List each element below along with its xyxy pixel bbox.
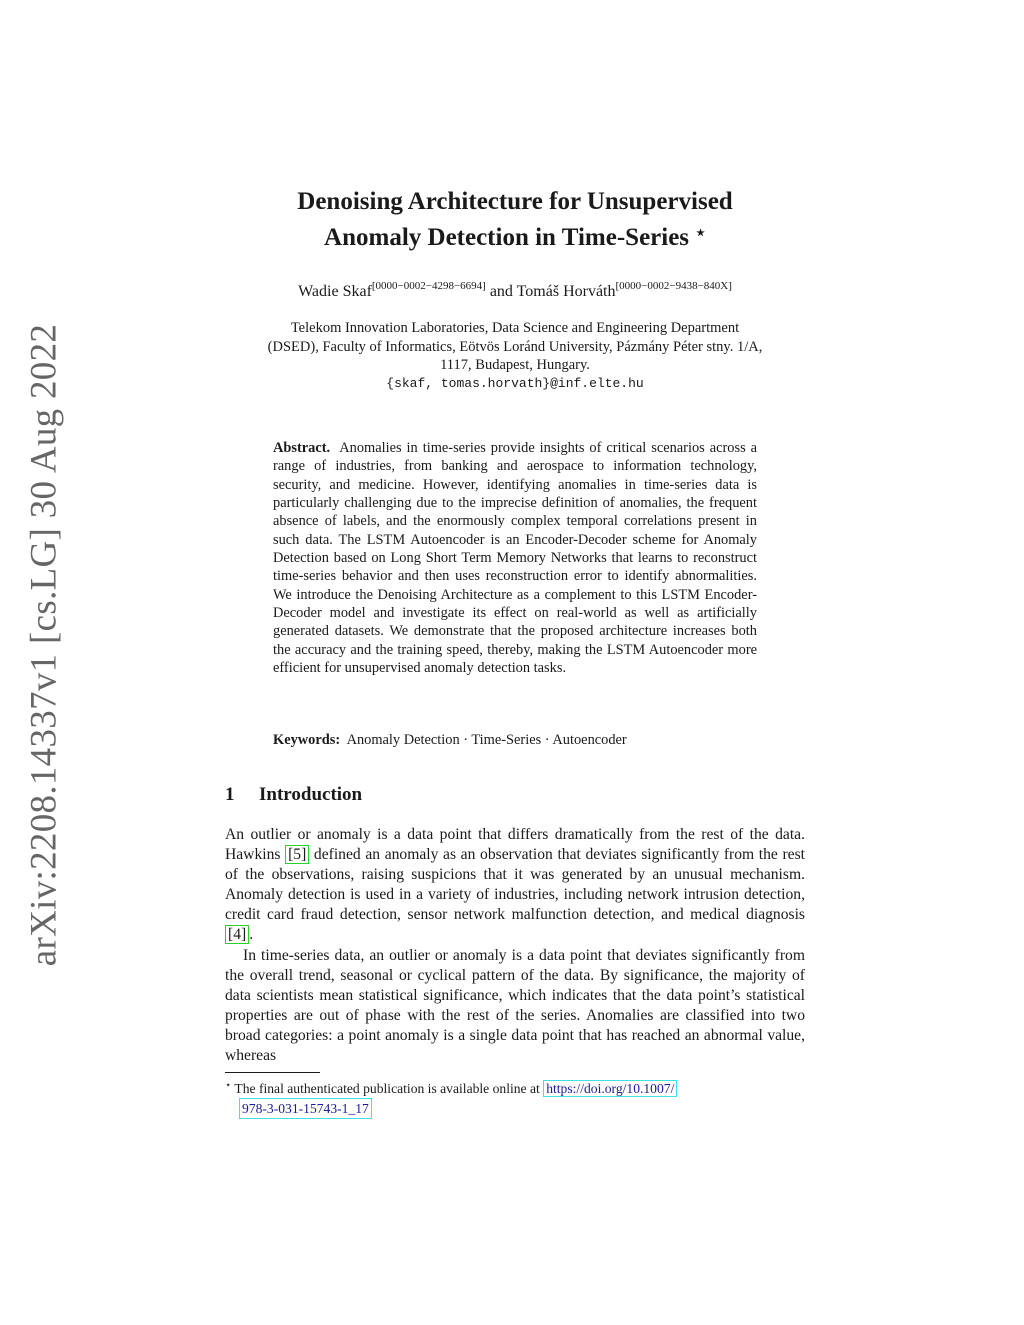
title-line-2 bbox=[225, 217, 805, 253]
citation-link[interactable]: [5] bbox=[285, 845, 309, 864]
keywords-text: Anomaly Detection · Time-Series · Autoencoder bbox=[346, 732, 627, 748]
arxiv-identifier-stamp bbox=[0, 0, 90, 1325]
footnote-mark: ⋆ bbox=[225, 1080, 232, 1091]
title-line-2-text: Anomaly Detection in Time-Series bbox=[324, 224, 690, 251]
orcid-id: [0000−0002−4298−6694] bbox=[371, 280, 486, 292]
abstract bbox=[273, 439, 757, 677]
paragraph-text: defined an anomaly as an observation that deviates significantly from the rest of the observations, raising suspicions that it was generated by an unusual mechanism. Anomaly detection is used in a variety of industries, including network intrusion detection, credit card fraud detection, sensor network malfunction detection, and medical diagnosis bbox=[225, 846, 805, 924]
affiliation-line: 1117, Budapest, Hungary. bbox=[440, 357, 590, 373]
doi-link-continuation[interactable]: 978-3-031-15743-1_17 bbox=[239, 1098, 372, 1119]
affiliation-line: Telekom Innovation Laboratories, Data Science and Engineering Department bbox=[290, 320, 740, 336]
footnote bbox=[225, 1076, 809, 1119]
footnote-text: The final authenticated publication is available online at bbox=[234, 1081, 544, 1096]
title-footnote-mark: ⋆ bbox=[695, 223, 706, 242]
section-title: Introduction bbox=[259, 784, 363, 805]
footnote-divider bbox=[225, 1072, 320, 1073]
section-number: 1 bbox=[225, 784, 235, 805]
citation-link[interactable]: [4] bbox=[225, 925, 249, 944]
author-list bbox=[225, 281, 805, 303]
paragraph bbox=[225, 825, 805, 946]
affiliation-line: (DSED), Faculty of Informatics, Eötvös Loránd University, Pázmány Péter stny. 1/A, bbox=[267, 338, 763, 355]
author-name: Wadie Skaf bbox=[298, 283, 372, 300]
section-heading bbox=[225, 783, 362, 807]
affiliation-block bbox=[215, 319, 815, 393]
paper-title bbox=[225, 186, 805, 253]
keywords bbox=[273, 731, 757, 749]
arxiv-id: arXiv:2208.14337v1 [cs.LG] 30 Aug 2022 bbox=[23, 323, 65, 967]
author-name: Tomáš Horváth bbox=[516, 283, 616, 300]
paragraph: In time-series data, an outlier or anomaly is a data point that deviates significantly from the overall trend, seasonal or cyclical pattern of the data. By significance, the majority of data scientists mean statistical significance, which indicates that the data point’s statistical properties are out of phase with the rest of the series. Anomalies are classified into two broad categories: a point anomaly is a single data point that has reached an abnormal value, whereas bbox=[225, 946, 805, 1065]
keywords-label: Keywords: bbox=[273, 732, 341, 748]
abstract-label: Abstract. bbox=[273, 440, 331, 456]
title-line-1: Denoising Architecture for Unsupervised bbox=[297, 188, 733, 215]
paragraph-text: . bbox=[249, 926, 254, 944]
abstract-text: Anomalies in time-series provide insights of critical scenarios across a range of industries, from banking and aerospace to information technology, security, and medicine. However, identifying anomalies in time-series data is particularly challenging due to the imprecise definition of anomalies, the frequent absence of labels, and the enormously complex temporal correlations present in such data. The LSTM Autoencoder is an Encoder-Decoder scheme for Anomaly Detection based on Long Short Term Memory Networks that learns to reconstruct time-series behavior and then uses reconstruction error to identify abnormalities. We introduce the Denoising Architecture as a complement to this LSTM Encoder-Decoder model and investigate its effect on real-world as well as artificially generated datasets. We demonstrate that the proposed architecture increases both the accuracy and the training speed, thereby, making the LSTM Autoencoder more efficient for unsupervised anomaly detection tasks. bbox=[273, 440, 758, 677]
author-joiner: and bbox=[485, 283, 517, 300]
section-body bbox=[225, 825, 805, 1066]
doi-link[interactable]: https://doi.org/10.1007/ bbox=[543, 1080, 677, 1097]
orcid-id: [0000−0002−9438−840X] bbox=[615, 280, 732, 292]
paragraph-text: An outlier or anomaly is a data point that differs dramatically from the rest of the data. Hawkins bbox=[225, 826, 805, 864]
author-email: {skaf, tomas.horvath}@inf.elte.hu bbox=[386, 375, 644, 391]
